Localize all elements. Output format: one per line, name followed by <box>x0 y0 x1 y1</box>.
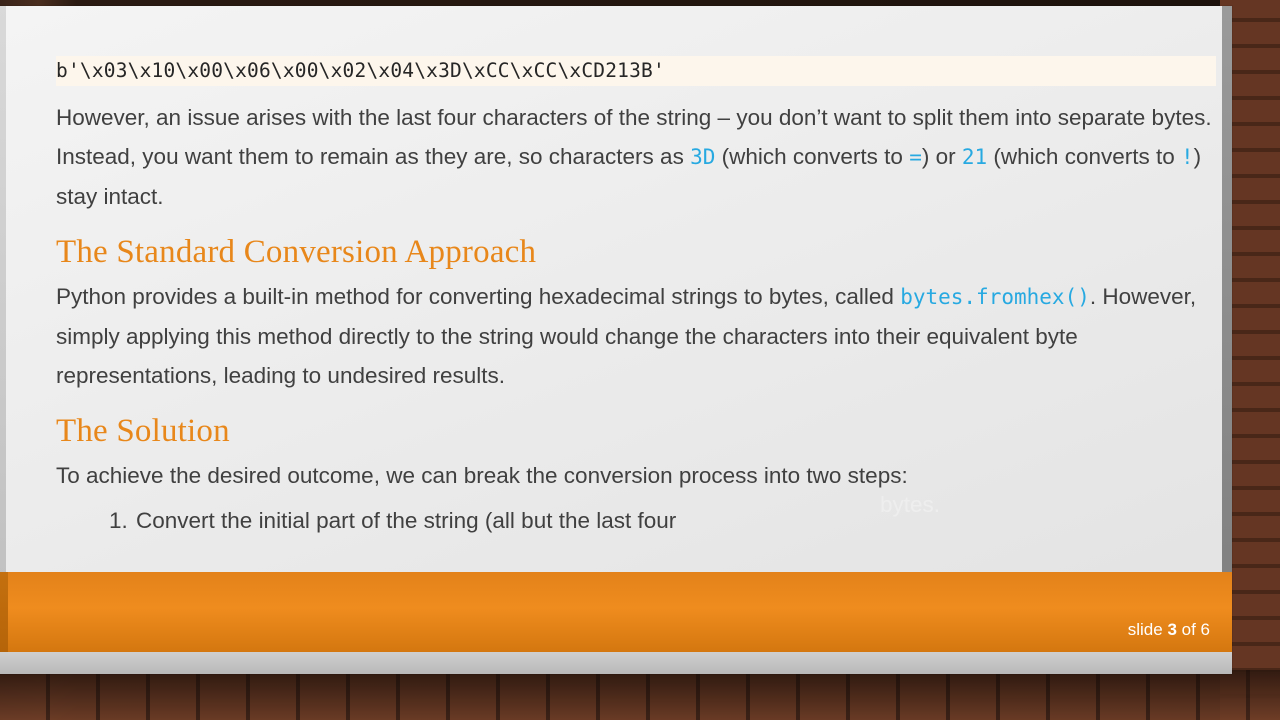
slide-number-indicator <box>1128 620 1210 640</box>
inline-code-equals: = <box>909 145 922 169</box>
paragraph-text-1c: ) or <box>921 144 962 169</box>
heading-standard-conversion-approach: The Standard Conversion Approach <box>56 234 537 270</box>
slide-number-total: 6 <box>1200 620 1210 639</box>
inline-code-exclamation: ! <box>1181 145 1194 169</box>
paragraph-text-1e: ) stay intact. <box>56 144 1202 209</box>
slide-canvas <box>0 6 1232 674</box>
slide-number-prefix: slide <box>1127 620 1168 639</box>
brick-wall-bottom-decoration <box>0 670 1280 720</box>
slide-bottom-shadow <box>0 652 1232 674</box>
slide-number-current: 3 <box>1167 620 1177 639</box>
inline-code-3d: 3D <box>690 145 716 169</box>
heading-the-solution: The Solution <box>56 413 230 449</box>
slide-footer-band <box>0 572 1232 652</box>
inline-code-21: 21 <box>961 145 988 169</box>
slide-number-mid: of <box>1176 620 1201 639</box>
paragraph-solution-intro: To achieve the desired outcome, we can break the conversion process into two steps: <box>56 463 908 488</box>
paragraph-text-1b: (which converts to <box>715 144 910 169</box>
code-block-bytes-literal: b'\x03\x10\x00\x06\x00\x02\x04\x3D\xCC\xCC\xCD213B' <box>56 56 1216 86</box>
paragraph-text-2b: . However, simply applying this method directly to the string would change the characters into their equivalent byte representations, leading to undesired results. <box>56 284 1197 388</box>
paragraph-text-1a: However, an issue arises with the last four characters of the string – you don’t want to split them into separate bytes. Instead, you want them to remain as they are, so characters as <box>56 105 1212 169</box>
paragraph-standard-approach <box>56 277 1216 395</box>
footer-band-left-cap <box>0 572 8 652</box>
list-item: 1. Convert the initial part of the string (all but the last four <box>134 501 1216 540</box>
paragraph-text-1d: (which converts to <box>987 144 1181 169</box>
paragraph-issue-description <box>56 98 1216 216</box>
solution-steps-list <box>56 501 1216 540</box>
ghost-overflow-text: bytes. <box>880 492 941 517</box>
paragraph-text-2a: Python provides a built-in method for converting hexadecimal strings to bytes, called <box>56 284 901 309</box>
slide-content <box>56 56 1216 540</box>
inline-code-bytes-fromhex: bytes.fromhex() <box>900 285 1090 309</box>
